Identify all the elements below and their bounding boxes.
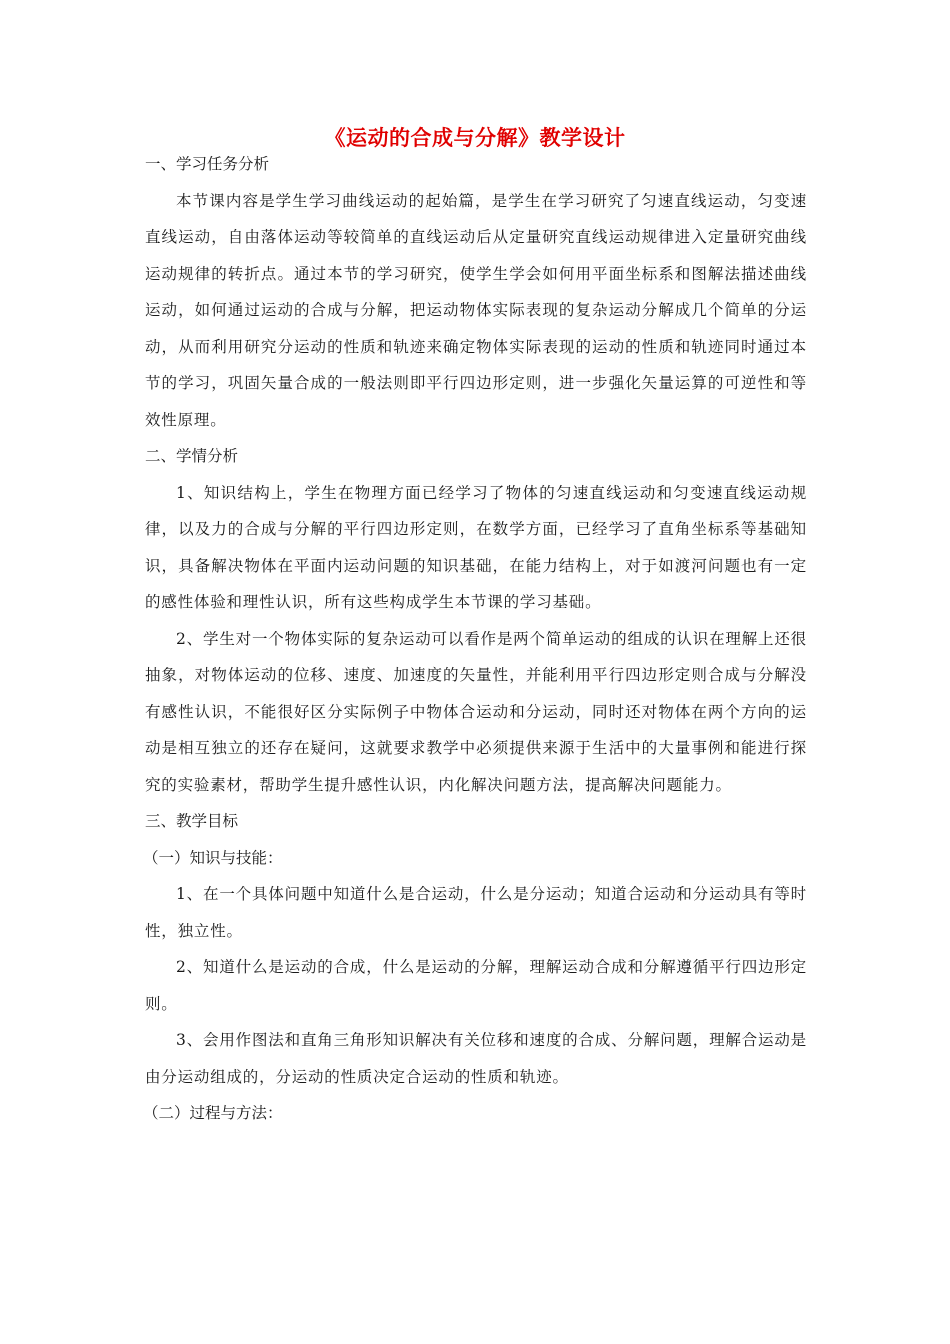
section-heading-student-analysis: 二、学情分析 bbox=[145, 447, 239, 465]
paragraph-student-understanding: 2、学生对一个物体实际的复杂运动可以看作是两个简单运动的组成的认识在理解上还很抽象，对物体运动的位移、速度、加速度的矢量性，并能利用平行四边形定则合成与分解没有感性认识，不能很好区分实际例子中物体合运动和分运动，同时还对物体在两个方向的运动是相互独立的还存在疑问，这就要求教学中必须提供来源于生活中的大量事例和能进行探究的实验素材，帮助学生提升感性认识，内化解决问题方法，提高解决问题能力。 bbox=[145, 629, 807, 794]
goal-item-3: 3、会用作图法和直角三角形知识解决有关位移和速度的合成、分解问题，理解合运动是由分运动组成的，分运动的性质决定合运动的性质和轨迹。 bbox=[145, 1031, 807, 1086]
goal-item-2: 2、知道什么是运动的合成，什么是运动的分解，理解运动合成和分解遵循平行四边形定则。 bbox=[145, 958, 807, 1013]
paragraph-task-analysis: 本节课内容是学生学习曲线运动的起始篇，是学生在学习研究了匀速直线运动，匀变速直线运动，自由落体运动等较简单的直线运动后从定量研究直线运动规律进入定量研究曲线运动规律的转折点。通过本节的学习研究，使学生学会如何用平面坐标系和图解法描述曲线运动，如何通过运动的合成与分解，把运动物体实际表现的复杂运动分解成几个简单的分运动，从而利用研究分运动的性质和轨迹来确定物体实际表现的运动的性质和轨迹同时通过本节的学习，巩固矢量合成的一般法则即平行四边形定则，进一步强化矢量运算的可逆性和等效性原理。 bbox=[145, 191, 807, 429]
paragraph-knowledge-structure: 1、知识结构上，学生在物理方面已经学习了物体的匀速直线运动和匀变速直线运动规律，以及力的合成与分解的平行四边形定则，在数学方面，已经学习了直角坐标系等基础知识，具备解决物体在平面内运动问题的知识基础，在能力结构上，对于如渡河问题也有一定的感性体验和理性认识，所有这些构成学生本节课的学习基础。 bbox=[145, 483, 807, 611]
document-title: 《运动的合成与分解》教学设计 bbox=[324, 125, 626, 150]
document-body bbox=[145, 146, 807, 1132]
section-heading-task-analysis: 一、学习任务分析 bbox=[145, 155, 270, 173]
goal-item-1: 1、在一个具体问题中知道什么是合运动，什么是分运动；知道合运动和分运动具有等时性，独立性。 bbox=[145, 885, 807, 940]
subheading-process-methods: （二）过程与方法： bbox=[143, 1104, 283, 1122]
subheading-knowledge-skills: （一）知识与技能： bbox=[143, 848, 283, 867]
section-heading-teaching-goals: 三、教学目标 bbox=[145, 812, 239, 830]
